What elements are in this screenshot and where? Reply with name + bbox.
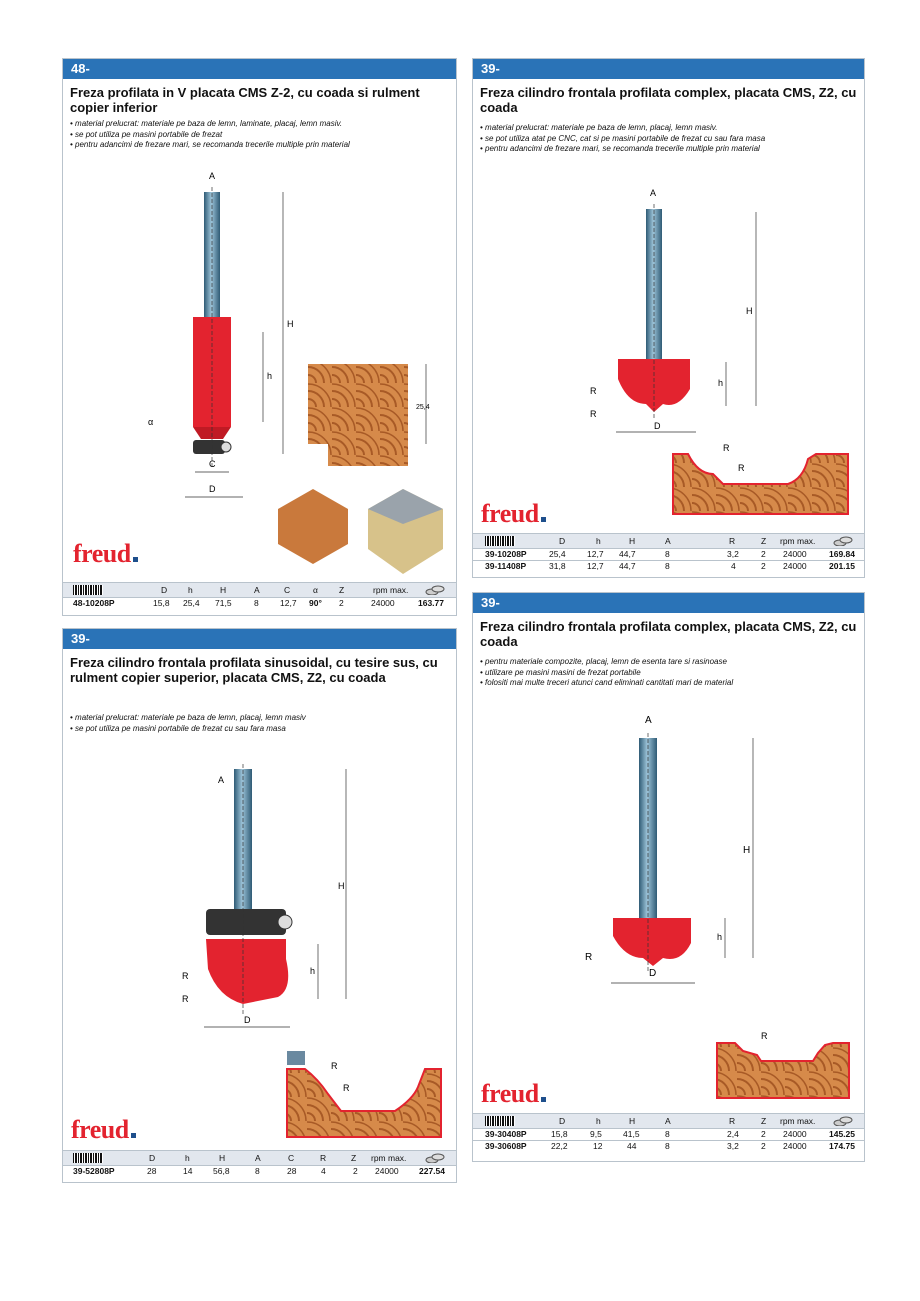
dim-label-r: R xyxy=(182,994,189,1004)
col-header: h xyxy=(185,1153,190,1163)
cell: 2 xyxy=(761,561,766,571)
product-title: Freza profilata in V placata CMS Z-2, cu coada si rulment copier inferior xyxy=(70,85,420,115)
col-header: A xyxy=(255,1153,261,1163)
cell: 24000 xyxy=(783,549,807,559)
cell: 41,5 xyxy=(623,1129,640,1139)
freud-logo: freud xyxy=(73,539,138,569)
bullet-list xyxy=(70,119,460,151)
cell: 2 xyxy=(761,1129,766,1139)
cell: 44 xyxy=(627,1141,637,1151)
table-header xyxy=(473,1113,864,1129)
cell: 12,7 xyxy=(280,598,297,608)
spec-table xyxy=(473,1113,864,1152)
dim-label-c: C xyxy=(209,459,216,469)
cell: 44,7 xyxy=(619,561,636,571)
table-row xyxy=(473,549,864,560)
cell: 44,7 xyxy=(619,549,636,559)
dim-label-a: A xyxy=(650,188,657,198)
coins-icon xyxy=(833,536,853,546)
col-header: Z xyxy=(761,1116,767,1126)
product-code: 39-30608P xyxy=(485,1141,527,1151)
router-bit-diagram xyxy=(168,759,378,1039)
spec-table xyxy=(63,582,456,609)
table-row xyxy=(63,598,456,609)
bullet-item: • se pot utiliza pe masini portabile de frezat xyxy=(70,129,223,139)
cell: 8 xyxy=(254,598,259,608)
cell: 31,8 xyxy=(549,561,566,571)
dim-label-r: R xyxy=(590,386,597,396)
coins-icon xyxy=(425,585,445,595)
barcode-icon xyxy=(485,536,515,546)
cell: 8 xyxy=(665,561,670,571)
barcode-icon xyxy=(73,585,103,595)
col-header: R xyxy=(320,1153,327,1163)
dim-label-r: R xyxy=(590,409,597,419)
freud-logo: freud xyxy=(481,1079,546,1109)
dim-label-r: R xyxy=(723,443,730,453)
cell: 8 xyxy=(665,549,670,559)
cell: 15,8 xyxy=(153,598,170,608)
cell: 71,5 xyxy=(215,598,232,608)
col-header: A xyxy=(665,1116,671,1126)
product-code: 39-11408P xyxy=(485,561,527,571)
dim-label-alpha: α xyxy=(148,417,154,427)
dim-label-d: D xyxy=(209,484,216,494)
bullet-item: • folositi mai multe treceri atunci cand eliminati cantitati mari de material xyxy=(480,678,734,687)
cell: 28 xyxy=(287,1166,297,1176)
dim-label-H: H xyxy=(746,306,753,316)
cell: 12 xyxy=(593,1141,603,1151)
cell: 25,4 xyxy=(549,549,566,559)
cell: 90° xyxy=(309,598,322,608)
router-bit-diagram xyxy=(573,708,773,993)
col-header: h xyxy=(596,536,601,546)
product-title: Freza cilindro frontala profilata sinusoidal, cu tesire sus, cu rulment copier superior, placata CMS, Z2, cu coada xyxy=(70,655,438,685)
col-header: D xyxy=(161,585,168,595)
table-header xyxy=(63,582,456,598)
dim-label-h: h xyxy=(718,378,724,388)
col-header: H xyxy=(220,585,227,595)
product-code: 39-30408P xyxy=(485,1129,527,1139)
cell: 8 xyxy=(665,1141,670,1151)
cell: 2 xyxy=(761,549,766,559)
barcode-icon xyxy=(73,1153,103,1163)
table-header xyxy=(63,1150,456,1166)
bullet-item: • pentru adancimi de frezare mari, se recomanda trecerile multiple prin material xyxy=(480,144,760,153)
product-code: 39-52808P xyxy=(73,1166,115,1176)
col-header: rpm max. xyxy=(780,1116,816,1126)
price: 163.77 xyxy=(418,598,444,608)
cell: 15,8 xyxy=(551,1129,568,1139)
cell: 3,2 xyxy=(727,549,739,559)
dim-label-h: h xyxy=(267,371,273,381)
wood-profile-sample xyxy=(283,1049,448,1139)
cell: 24000 xyxy=(375,1166,399,1176)
dim-label-r: R xyxy=(343,1083,350,1093)
dim-label-d: D xyxy=(244,1015,251,1025)
panel-header: 39- xyxy=(63,629,456,649)
cell: 24000 xyxy=(371,598,395,608)
panel-header: 48- xyxy=(63,59,456,79)
cell: 24000 xyxy=(783,1129,807,1139)
cell: 25,4 xyxy=(183,598,200,608)
wood-profile-sample xyxy=(308,359,438,469)
panel-39-sinusoidal xyxy=(62,628,457,1183)
bullet-item: • pentru adancimi de frezare mari, se recomanda trecerile multiple prin material xyxy=(70,140,350,149)
col-header: R xyxy=(729,536,736,546)
col-header: R xyxy=(729,1116,736,1126)
table-row xyxy=(473,1140,864,1152)
cell: 56,8 xyxy=(213,1166,230,1176)
panel-48 xyxy=(62,58,457,616)
dim-label-a: A xyxy=(645,715,652,726)
freud-logo: freud xyxy=(71,1115,136,1145)
cell: 8 xyxy=(665,1129,670,1139)
col-header: rpm max. xyxy=(780,536,816,546)
price: 227.54 xyxy=(419,1166,445,1176)
dim-label-h: h xyxy=(717,932,723,942)
dim-label-r: R xyxy=(761,1031,768,1041)
dim-label-a: A xyxy=(218,775,225,785)
dim-label-H: H xyxy=(743,845,751,856)
table-row xyxy=(63,1166,456,1177)
bullet-item: • pentru materiale compozite, placaj, lemn de esenta tare si rasinoase xyxy=(480,657,727,666)
col-header: A xyxy=(665,536,671,546)
price: 145.25 xyxy=(829,1129,855,1139)
col-header: Z xyxy=(339,585,345,595)
price: 174.75 xyxy=(829,1141,855,1151)
cell: 4 xyxy=(321,1166,326,1176)
bullet-list xyxy=(480,657,870,689)
cell: 12,7 xyxy=(587,549,604,559)
cell: 8 xyxy=(255,1166,260,1176)
coins-icon xyxy=(833,1116,853,1126)
col-header: rpm max. xyxy=(373,585,409,595)
dim-label-25-4: 25,4 xyxy=(416,404,430,411)
col-header: rpm max. xyxy=(371,1153,407,1163)
bullet-list xyxy=(480,123,870,155)
col-header: Z xyxy=(761,536,767,546)
wood-blocks-illustration xyxy=(273,484,448,584)
col-header: C xyxy=(284,585,291,595)
bullet-item: • material prelucrat: materiale pe baza de lemn, laminate, placaj, lemn masiv. xyxy=(70,119,343,128)
spec-table xyxy=(63,1150,456,1177)
dim-label-d: D xyxy=(654,421,661,431)
wood-profile-sample xyxy=(713,1023,853,1103)
dim-label-H: H xyxy=(338,881,345,891)
barcode-icon xyxy=(485,1116,515,1126)
cell: 28 xyxy=(147,1166,157,1176)
dim-label-r: R xyxy=(738,463,745,473)
bullet-item: • utilizare pe masini masini de frezat portabile xyxy=(480,667,641,677)
col-header: h xyxy=(596,1116,601,1126)
product-code: 39-10208P xyxy=(485,549,527,559)
bullet-item: • se pot utiliza pe masini portabile de frezat cu sau fara masa xyxy=(70,723,286,733)
cell: 2 xyxy=(761,1141,766,1151)
wood-profile-sample xyxy=(668,439,853,519)
product-title: Freza cilindro frontala profilata complex, placata CMS, Z2, cu coada xyxy=(480,85,857,115)
panel-header: 39- xyxy=(473,59,864,79)
dim-label-d: D xyxy=(649,968,657,979)
cell: 24000 xyxy=(783,1141,807,1151)
product-title: Freza cilindro frontala profilata complex, placata CMS, Z2, cu coada xyxy=(480,619,857,649)
dim-label-h: h xyxy=(310,966,316,976)
product-code: 48-10208P xyxy=(73,598,115,608)
panel-39-composite xyxy=(472,592,865,1162)
cell: 3,2 xyxy=(727,1141,739,1151)
cell: 2,4 xyxy=(727,1129,739,1139)
col-header: h xyxy=(188,585,193,595)
dim-label-r: R xyxy=(585,952,593,963)
cell: 24000 xyxy=(783,561,807,571)
col-header: C xyxy=(288,1153,295,1163)
col-header: D xyxy=(149,1153,156,1163)
router-bit-diagram xyxy=(578,184,778,444)
panel-39-complex xyxy=(472,58,865,578)
cell: 2 xyxy=(339,598,344,608)
col-header: H xyxy=(219,1153,226,1163)
cell: 4 xyxy=(731,561,736,571)
col-header: A xyxy=(254,585,260,595)
table-row xyxy=(473,560,864,572)
spec-table xyxy=(473,533,864,572)
price: 201.15 xyxy=(829,561,855,571)
panel-header: 39- xyxy=(473,593,864,613)
bullet-item: • material prelucrat: materiale pe baza de lemn, placaj, lemn masiv xyxy=(70,713,306,722)
cell: 2 xyxy=(353,1166,358,1176)
bullet-item: • se pot utiliza atat pe CNC, cat si pe masini portabile de frezat cu sau fara masa xyxy=(480,133,766,143)
table-row xyxy=(473,1129,864,1140)
freud-logo: freud xyxy=(481,499,546,529)
dim-label-r: R xyxy=(331,1061,338,1071)
coins-icon xyxy=(425,1153,445,1163)
bullet-list xyxy=(70,713,460,734)
col-header: D xyxy=(559,536,566,546)
col-header: α xyxy=(313,585,318,595)
price: 169.84 xyxy=(829,549,855,559)
col-header: D xyxy=(559,1116,566,1126)
col-header: H xyxy=(629,1116,636,1126)
dim-label-r: R xyxy=(182,971,189,981)
col-header: Z xyxy=(351,1153,357,1163)
bullet-item: • material prelucrat: materiale pe baza de lemn, placaj, lemn masiv. xyxy=(480,123,718,132)
col-header: H xyxy=(629,536,636,546)
table-header xyxy=(473,533,864,549)
dim-label-a: A xyxy=(209,171,216,181)
router-bit-diagram xyxy=(143,167,303,507)
cell: 12,7 xyxy=(587,561,604,571)
cell: 14 xyxy=(183,1166,193,1176)
cell: 9,5 xyxy=(590,1129,602,1139)
dim-label-H: H xyxy=(287,319,294,329)
cell: 22,2 xyxy=(551,1141,568,1151)
